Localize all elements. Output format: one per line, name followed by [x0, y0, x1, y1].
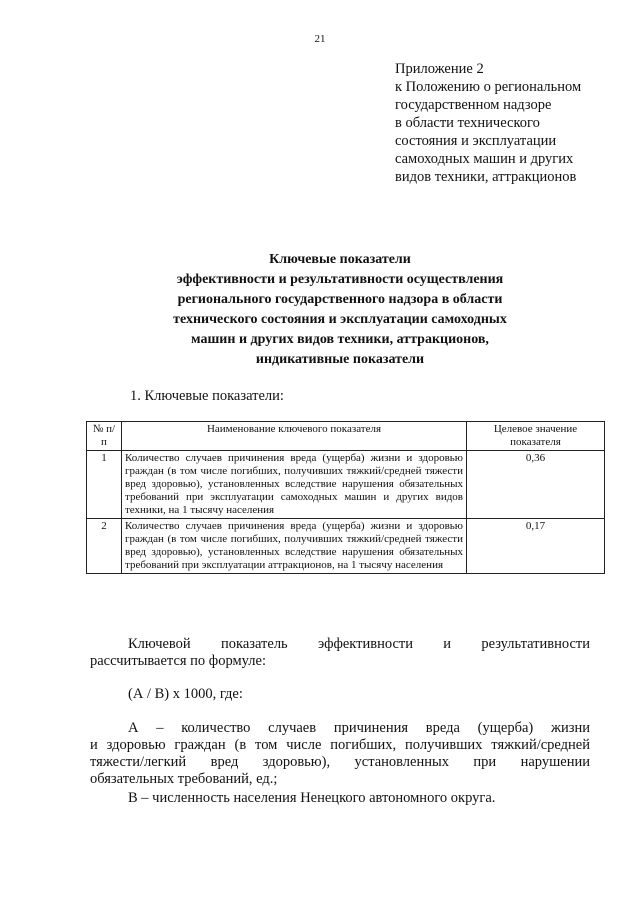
- appendix-caption: [395, 60, 615, 186]
- formula-intro-line: Ключевой показатель эффективности и результативности: [128, 636, 590, 652]
- definition-a-line: тяжести/легкий вред здоровью), установленных при нарушении: [90, 754, 590, 770]
- appendix-line: государственном надзоре: [395, 97, 552, 113]
- header-indicator-name: Наименование ключевого показателя: [122, 422, 467, 451]
- formula-intro-line: рассчитывается по формуле:: [90, 653, 266, 669]
- title-line: эффективности и результативности осуществления: [176, 272, 504, 287]
- appendix-line: Приложение 2: [395, 61, 484, 77]
- appendix-line: состояния и эксплуатации: [395, 133, 557, 149]
- title-line: регионального государственного надзора в области: [177, 292, 503, 307]
- header-target-value: Целевое значение показателя: [467, 422, 605, 451]
- page-number: 21: [314, 33, 326, 45]
- table-row: [87, 519, 605, 574]
- definition-a-line: А – количество случаев причинения вреда (ущерба) жизни: [128, 720, 590, 736]
- header-number: № п/п: [87, 422, 122, 451]
- row-number: 1: [87, 451, 122, 519]
- target-value: 0,17: [467, 519, 605, 574]
- target-value: 0,36: [467, 451, 605, 519]
- section-heading: 1. Ключевые показатели:: [130, 388, 284, 404]
- appendix-line: в области технического: [395, 115, 540, 131]
- title-line: технического состояния и эксплуатации самоходных: [173, 312, 507, 327]
- table-row: [87, 451, 605, 519]
- definition-a-line: обязательных требований, ед.;: [90, 771, 278, 787]
- indicator-name: Количество случаев причинения вреда (ущерба) жизни и здоровью граждан (в том числе погибших, получивших тяжкий/средней тяжести вред здоровью), установленных вследствие нарушения обязательных требований при эксплуатации аттракционов, на 1 тысячу населения: [122, 519, 467, 574]
- indicator-name: Количество случаев причинения вреда (ущерба) жизни и здоровью граждан (в том числе погибших, получивших тяжкий/средней тяжести вред здоровью), установленных вследствие нарушения обязательных требований при эксплуатации самоходных машин и других видов техники, на 1 тысячу населения: [122, 451, 467, 519]
- definition-b: В – численность населения Ненецкого автономного округа.: [128, 790, 496, 806]
- title-line: машин и других видов техники, аттракционов,: [191, 332, 489, 347]
- title-line: индикативные показатели: [255, 352, 425, 367]
- definition-a-line: и здоровью граждан (в том числе погибших, получивших тяжкий/средней: [90, 737, 590, 753]
- appendix-line: видов техники, аттракционов: [395, 169, 577, 185]
- formula: (А / В) х 1000, где:: [128, 686, 243, 702]
- document-title: [90, 250, 590, 370]
- appendix-line: самоходных машин и других: [395, 151, 574, 167]
- row-number: 2: [87, 519, 122, 574]
- appendix-line: к Положению о региональном: [395, 79, 582, 95]
- table-header-row: [87, 422, 605, 451]
- key-indicators-table: [86, 421, 605, 574]
- title-line: Ключевые показатели: [269, 252, 411, 267]
